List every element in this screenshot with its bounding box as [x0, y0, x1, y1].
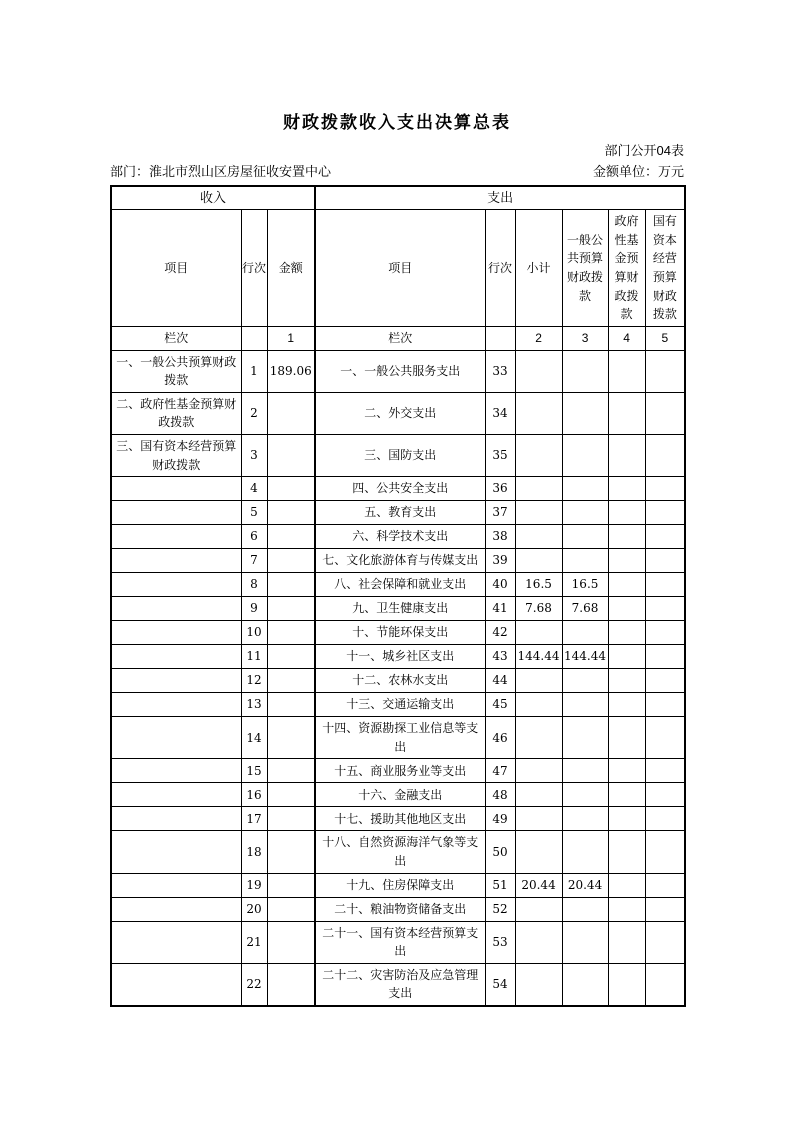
subtotal-cell — [515, 669, 562, 693]
general-public-budget-cell — [562, 783, 608, 807]
expenditure-line-cell: 47 — [485, 759, 515, 783]
government-fund-budget-cell — [608, 759, 645, 783]
expenditure-item-cell: 十七、援助其他地区支出 — [315, 807, 485, 831]
expenditure-item-header: 项目 — [315, 210, 485, 327]
income-amount-cell — [267, 963, 315, 1006]
subtotal-cell — [515, 435, 562, 477]
government-fund-budget-cell — [608, 717, 645, 759]
subtotal-cell — [515, 831, 562, 873]
subtotal-cell — [515, 501, 562, 525]
expenditure-item-cell: 七、文化旅游体育与传媒支出 — [315, 549, 485, 573]
income-item-cell — [111, 645, 241, 669]
general-public-budget-cell: 16.5 — [562, 573, 608, 597]
income-amount-cell — [267, 435, 315, 477]
expenditure-line-cell: 38 — [485, 525, 515, 549]
expenditure-line-cell: 49 — [485, 807, 515, 831]
income-line-cell: 12 — [241, 669, 267, 693]
state-capital-budget-cell — [645, 669, 685, 693]
table-row — [111, 873, 685, 897]
general-public-budget-cell: 7.68 — [562, 597, 608, 621]
expenditure-item-cell: 十六、金融支出 — [315, 783, 485, 807]
income-item-cell — [111, 873, 241, 897]
index-cell: 1 — [267, 326, 315, 350]
government-fund-budget-cell — [608, 963, 645, 1006]
subtotal-cell: 20.44 — [515, 873, 562, 897]
table-body — [111, 350, 685, 1006]
income-amount-cell: 189.06 — [267, 350, 315, 392]
income-item-cell — [111, 621, 241, 645]
state-capital-budget-cell — [645, 350, 685, 392]
table-row — [111, 693, 685, 717]
subtotal-cell — [515, 621, 562, 645]
income-line-cell: 22 — [241, 963, 267, 1006]
income-item-cell — [111, 501, 241, 525]
state-capital-budget-cell — [645, 897, 685, 921]
index-cell: 5 — [645, 326, 685, 350]
government-fund-budget-cell — [608, 477, 645, 501]
income-section-header: 收入 — [111, 186, 315, 210]
income-amount-cell — [267, 573, 315, 597]
subtotal-cell — [515, 921, 562, 963]
subtotal-cell — [515, 392, 562, 434]
income-item-cell — [111, 693, 241, 717]
index-cell: 栏次 — [315, 326, 485, 350]
income-amount-cell — [267, 525, 315, 549]
state-capital-budget-cell — [645, 645, 685, 669]
expenditure-item-cell: 六、科学技术支出 — [315, 525, 485, 549]
income-amount-cell — [267, 549, 315, 573]
state-capital-budget-cell — [645, 621, 685, 645]
general-public-budget-cell — [562, 350, 608, 392]
subtotal-cell: 144.44 — [515, 645, 562, 669]
index-cell: 4 — [608, 326, 645, 350]
income-amount-cell — [267, 621, 315, 645]
income-line-cell: 2 — [241, 392, 267, 434]
budget-summary-table — [110, 185, 686, 1007]
state-capital-budget-cell — [645, 525, 685, 549]
income-amount-cell — [267, 897, 315, 921]
table-row — [111, 831, 685, 873]
government-fund-budget-header: 政府性基金预算财政拨款 — [608, 210, 645, 327]
department-label: 部门：淮北市烈山区房屋征收安置中心 — [110, 164, 332, 179]
subtotal-cell — [515, 807, 562, 831]
expenditure-item-cell: 十三、交通运输支出 — [315, 693, 485, 717]
income-amount-cell — [267, 392, 315, 434]
government-fund-budget-cell — [608, 573, 645, 597]
income-item-cell — [111, 549, 241, 573]
income-item-cell — [111, 669, 241, 693]
subtotal-cell — [515, 549, 562, 573]
state-capital-budget-cell — [645, 831, 685, 873]
table-row — [111, 597, 685, 621]
subtotal-cell — [515, 783, 562, 807]
income-item-cell — [111, 759, 241, 783]
income-amount-cell — [267, 477, 315, 501]
index-cell: 2 — [515, 326, 562, 350]
income-item-cell — [111, 897, 241, 921]
table-row — [111, 921, 685, 963]
income-item-cell — [111, 963, 241, 1006]
expenditure-item-cell: 九、卫生健康支出 — [315, 597, 485, 621]
income-item-cell: 三、国有资本经营预算财政拨款 — [111, 435, 241, 477]
income-item-cell: 一、一般公共预算财政拨款 — [111, 350, 241, 392]
income-line-cell: 17 — [241, 807, 267, 831]
income-amount-cell — [267, 783, 315, 807]
expenditure-line-cell: 43 — [485, 645, 515, 669]
income-amount-cell — [267, 669, 315, 693]
expenditure-item-cell: 二十二、灾害防治及应急管理支出 — [315, 963, 485, 1006]
expenditure-line-cell: 42 — [485, 621, 515, 645]
income-item-cell — [111, 573, 241, 597]
state-capital-budget-cell — [645, 435, 685, 477]
expenditure-item-cell: 十五、商业服务业等支出 — [315, 759, 485, 783]
general-public-budget-cell — [562, 759, 608, 783]
income-line-cell: 4 — [241, 477, 267, 501]
income-item-cell: 二、政府性基金预算财政拨款 — [111, 392, 241, 434]
income-amount-cell — [267, 597, 315, 621]
expenditure-line-header: 行次 — [485, 210, 515, 327]
expenditure-item-cell: 十二、农林水支出 — [315, 669, 485, 693]
subtotal-cell — [515, 350, 562, 392]
income-item-cell — [111, 831, 241, 873]
table-row — [111, 897, 685, 921]
state-capital-budget-cell — [645, 597, 685, 621]
expenditure-item-cell: 二、外交支出 — [315, 392, 485, 434]
government-fund-budget-cell — [608, 501, 645, 525]
income-amount-cell — [267, 693, 315, 717]
expenditure-item-cell: 十四、资源勘探工业信息等支出 — [315, 717, 485, 759]
subtotal-cell — [515, 759, 562, 783]
expenditure-item-cell: 八、社会保障和就业支出 — [315, 573, 485, 597]
general-public-budget-cell — [562, 831, 608, 873]
income-line-cell: 6 — [241, 525, 267, 549]
general-public-budget-cell — [562, 963, 608, 1006]
state-capital-budget-cell — [645, 477, 685, 501]
income-line-cell: 3 — [241, 435, 267, 477]
index-cell: 3 — [562, 326, 608, 350]
income-item-cell — [111, 597, 241, 621]
income-amount-cell — [267, 645, 315, 669]
income-line-cell: 15 — [241, 759, 267, 783]
income-item-cell — [111, 477, 241, 501]
amount-unit-label: 金额单位：万元 — [592, 164, 684, 179]
general-public-budget-cell — [562, 897, 608, 921]
expenditure-line-cell: 37 — [485, 501, 515, 525]
government-fund-budget-cell — [608, 783, 645, 807]
general-public-budget-cell: 144.44 — [562, 645, 608, 669]
income-item-cell — [111, 717, 241, 759]
state-capital-budget-cell — [645, 693, 685, 717]
state-capital-budget-cell — [645, 392, 685, 434]
expenditure-line-cell: 52 — [485, 897, 515, 921]
subtotal-cell — [515, 963, 562, 1006]
income-line-cell: 13 — [241, 693, 267, 717]
state-capital-budget-cell — [645, 807, 685, 831]
government-fund-budget-cell — [608, 621, 645, 645]
expenditure-section-header: 支出 — [315, 186, 685, 210]
income-line-cell: 18 — [241, 831, 267, 873]
government-fund-budget-cell — [608, 549, 645, 573]
index-cell: 栏次 — [111, 326, 241, 350]
expenditure-item-cell: 十八、自然资源海洋气象等支出 — [315, 831, 485, 873]
table-row — [111, 477, 685, 501]
income-line-cell: 20 — [241, 897, 267, 921]
document-page — [110, 0, 684, 1007]
expenditure-line-cell: 53 — [485, 921, 515, 963]
general-public-budget-cell — [562, 435, 608, 477]
state-capital-budget-cell — [645, 783, 685, 807]
expenditure-line-cell: 48 — [485, 783, 515, 807]
general-public-budget-cell — [562, 921, 608, 963]
state-capital-budget-cell — [645, 759, 685, 783]
general-public-budget-cell — [562, 807, 608, 831]
government-fund-budget-cell — [608, 669, 645, 693]
income-line-cell: 19 — [241, 873, 267, 897]
expenditure-item-cell: 五、教育支出 — [315, 501, 485, 525]
government-fund-budget-cell — [608, 831, 645, 873]
table-row — [111, 669, 685, 693]
income-line-cell: 14 — [241, 717, 267, 759]
subtotal-cell — [515, 897, 562, 921]
subtotal-header: 小计 — [515, 210, 562, 327]
subtotal-cell — [515, 717, 562, 759]
table-row — [111, 350, 685, 392]
income-item-cell — [111, 921, 241, 963]
government-fund-budget-cell — [608, 525, 645, 549]
state-capital-budget-header: 国有资本经营预算财政拨款 — [645, 210, 685, 327]
income-amount-cell — [267, 501, 315, 525]
general-public-budget-header: 一般公共预算财政拨款 — [562, 210, 608, 327]
general-public-budget-cell — [562, 693, 608, 717]
table-row — [111, 525, 685, 549]
income-line-cell: 1 — [241, 350, 267, 392]
state-capital-budget-cell — [645, 717, 685, 759]
state-capital-budget-cell — [645, 873, 685, 897]
income-amount-cell — [267, 807, 315, 831]
expenditure-item-cell: 十一、城乡社区支出 — [315, 645, 485, 669]
state-capital-budget-cell — [645, 573, 685, 597]
expenditure-line-cell: 34 — [485, 392, 515, 434]
expenditure-item-cell: 十九、住房保障支出 — [315, 873, 485, 897]
state-capital-budget-cell — [645, 549, 685, 573]
general-public-budget-cell — [562, 549, 608, 573]
expenditure-item-cell: 二十一、国有资本经营预算支出 — [315, 921, 485, 963]
expenditure-line-cell: 54 — [485, 963, 515, 1006]
index-cell — [485, 326, 515, 350]
income-line-cell: 8 — [241, 573, 267, 597]
expenditure-item-cell: 二十、粮油物资储备支出 — [315, 897, 485, 921]
table-row — [111, 963, 685, 1006]
expenditure-line-cell: 40 — [485, 573, 515, 597]
income-item-header: 项目 — [111, 210, 241, 327]
table-row — [111, 807, 685, 831]
government-fund-budget-cell — [608, 645, 645, 669]
income-amount-cell — [267, 873, 315, 897]
income-line-cell: 11 — [241, 645, 267, 669]
general-public-budget-cell — [562, 717, 608, 759]
government-fund-budget-cell — [608, 897, 645, 921]
state-capital-budget-cell — [645, 963, 685, 1006]
expenditure-line-cell: 33 — [485, 350, 515, 392]
income-amount-cell — [267, 717, 315, 759]
income-line-cell: 21 — [241, 921, 267, 963]
government-fund-budget-cell — [608, 392, 645, 434]
government-fund-budget-cell — [608, 350, 645, 392]
subtotal-cell — [515, 693, 562, 717]
general-public-budget-cell — [562, 525, 608, 549]
expenditure-line-cell: 50 — [485, 831, 515, 873]
expenditure-line-cell: 44 — [485, 669, 515, 693]
general-public-budget-cell — [562, 501, 608, 525]
expenditure-line-cell: 45 — [485, 693, 515, 717]
table-row — [111, 435, 685, 477]
government-fund-budget-cell — [608, 921, 645, 963]
table-row — [111, 759, 685, 783]
income-line-header: 行次 — [241, 210, 267, 327]
expenditure-line-cell: 35 — [485, 435, 515, 477]
expenditure-item-cell: 三、国防支出 — [315, 435, 485, 477]
table-row — [111, 392, 685, 434]
government-fund-budget-cell — [608, 693, 645, 717]
subtotal-cell: 7.68 — [515, 597, 562, 621]
government-fund-budget-cell — [608, 873, 645, 897]
income-amount-header: 金额 — [267, 210, 315, 327]
subtotal-cell — [515, 477, 562, 501]
expenditure-item-cell: 一、一般公共服务支出 — [315, 350, 485, 392]
table-row — [111, 783, 685, 807]
expenditure-line-cell: 46 — [485, 717, 515, 759]
expenditure-line-cell: 51 — [485, 873, 515, 897]
income-line-cell: 9 — [241, 597, 267, 621]
table-row — [111, 717, 685, 759]
expenditure-item-cell: 十、节能环保支出 — [315, 621, 485, 645]
table-row — [111, 501, 685, 525]
income-line-cell: 5 — [241, 501, 267, 525]
index-cell — [241, 326, 267, 350]
state-capital-budget-cell — [645, 501, 685, 525]
state-capital-budget-cell — [645, 921, 685, 963]
table-code-label: 部门公开04表 — [604, 143, 684, 158]
expenditure-line-cell: 41 — [485, 597, 515, 621]
income-amount-cell — [267, 921, 315, 963]
income-amount-cell — [267, 759, 315, 783]
income-line-cell: 7 — [241, 549, 267, 573]
table-row — [111, 645, 685, 669]
income-item-cell — [111, 807, 241, 831]
meta-row — [110, 163, 684, 180]
income-line-cell: 16 — [241, 783, 267, 807]
expenditure-line-cell: 36 — [485, 477, 515, 501]
table-row — [111, 573, 685, 597]
government-fund-budget-cell — [608, 807, 645, 831]
general-public-budget-cell — [562, 621, 608, 645]
subtotal-cell — [515, 525, 562, 549]
income-item-cell — [111, 783, 241, 807]
table-row — [111, 549, 685, 573]
expenditure-line-cell: 39 — [485, 549, 515, 573]
income-line-cell: 10 — [241, 621, 267, 645]
table-row — [111, 621, 685, 645]
income-amount-cell — [267, 831, 315, 873]
section-header-row — [111, 186, 685, 210]
page-title: 财政拨款收入支出决算总表 — [283, 113, 511, 132]
expenditure-item-cell: 四、公共安全支出 — [315, 477, 485, 501]
general-public-budget-cell — [562, 392, 608, 434]
general-public-budget-cell: 20.44 — [562, 873, 608, 897]
general-public-budget-cell — [562, 477, 608, 501]
column-header-row — [111, 210, 685, 327]
column-index-row — [111, 326, 685, 350]
subtotal-cell: 16.5 — [515, 573, 562, 597]
general-public-budget-cell — [562, 669, 608, 693]
income-item-cell — [111, 525, 241, 549]
government-fund-budget-cell — [608, 435, 645, 477]
government-fund-budget-cell — [608, 597, 645, 621]
